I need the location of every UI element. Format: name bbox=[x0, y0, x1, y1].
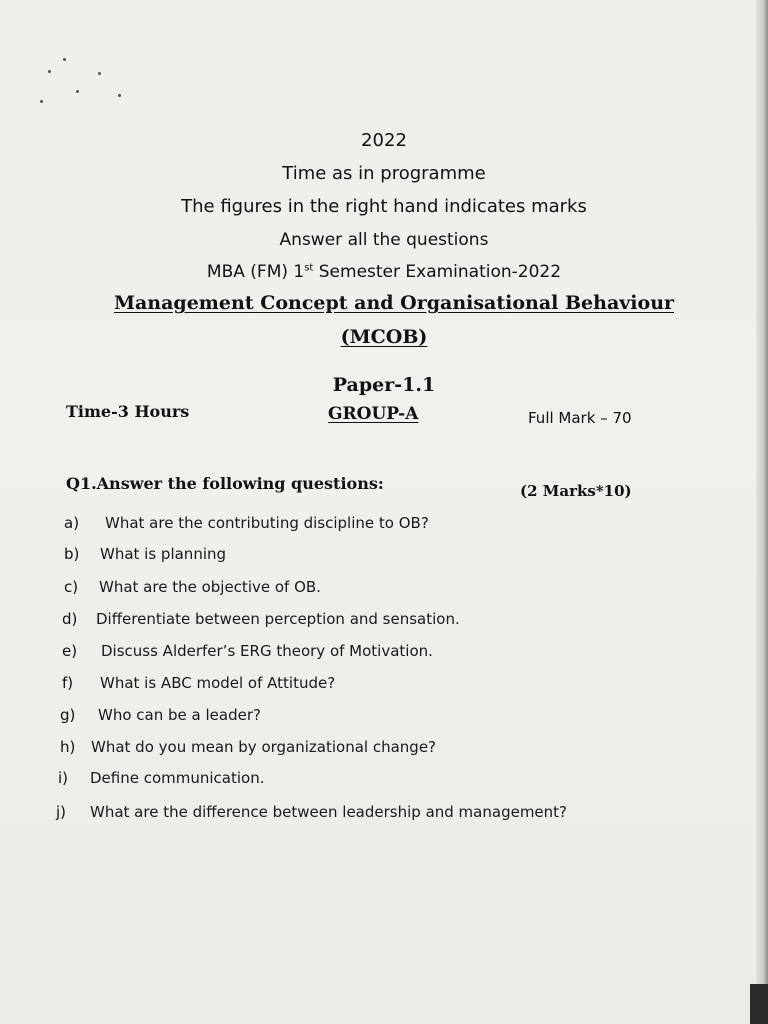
question-label: i) bbox=[58, 769, 69, 787]
question-label: c) bbox=[64, 578, 79, 596]
question-text: Differentiate between perception and sensation. bbox=[96, 610, 460, 628]
paper-speck bbox=[48, 70, 51, 73]
answer-all-note bbox=[0, 230, 768, 250]
exam-year: 2022 bbox=[361, 130, 407, 151]
section-heading: Q1.Answer the following questions: bbox=[66, 474, 384, 493]
paper-number: Paper-1.1 bbox=[332, 374, 436, 396]
exam-duration: Time-3 Hours bbox=[66, 402, 190, 421]
question-label: a) bbox=[64, 514, 80, 532]
question-item bbox=[0, 578, 768, 600]
paper-speck bbox=[63, 58, 66, 61]
page-edge bbox=[756, 0, 768, 1024]
question-text: What are the objective of OB. bbox=[99, 578, 321, 596]
question-item bbox=[0, 514, 768, 536]
exam-prefix: MBA (FM) 1 bbox=[206, 262, 305, 282]
question-text: What is planning bbox=[100, 545, 227, 563]
page-corner-shadow bbox=[750, 984, 768, 1024]
question-label: j) bbox=[56, 803, 67, 821]
exam-name bbox=[0, 262, 768, 282]
question-text: What do you mean by organizational change? bbox=[91, 738, 437, 756]
question-label: f) bbox=[62, 674, 74, 692]
question-text: What are the difference between leadership and management? bbox=[90, 803, 568, 821]
question-text: What are the contributing discipline to OB? bbox=[105, 514, 429, 532]
exam-suffix: Semester Examination-2022 bbox=[313, 262, 562, 282]
question-item bbox=[0, 706, 768, 728]
question-item bbox=[0, 769, 768, 791]
question-label: b) bbox=[64, 545, 80, 563]
paper-speck bbox=[76, 90, 79, 93]
question-text: Discuss Alderfer’s ERG theory of Motivation. bbox=[101, 642, 433, 660]
question-item bbox=[0, 545, 768, 567]
question-label: d) bbox=[62, 610, 78, 628]
answer-all-text: Answer all the questions bbox=[279, 230, 489, 250]
question-item bbox=[0, 803, 768, 825]
time-note: Time as in programme bbox=[282, 163, 486, 184]
group-label: GROUP-A bbox=[328, 404, 419, 424]
question-label: e) bbox=[62, 642, 78, 660]
full-mark: Full Mark – 70 bbox=[528, 409, 632, 427]
question-text: Define communication. bbox=[90, 769, 265, 787]
exam-superscript: st bbox=[304, 262, 314, 274]
course-code: (MCOB) bbox=[340, 326, 428, 348]
course-title: Management Concept and Organisational Behaviour bbox=[113, 292, 675, 314]
question-item bbox=[0, 610, 768, 632]
question-item bbox=[0, 738, 768, 760]
paper-speck bbox=[98, 72, 101, 75]
paper-speck bbox=[118, 94, 121, 97]
paper-speck bbox=[40, 100, 43, 103]
figures-note: The figures in the right hand indicates marks bbox=[181, 196, 587, 217]
question-text: What is ABC model of Attitude? bbox=[100, 674, 336, 692]
question-label: h) bbox=[60, 738, 76, 756]
section-marks: (2 Marks*10) bbox=[520, 482, 632, 500]
question-item bbox=[0, 642, 768, 664]
question-text: Who can be a leader? bbox=[98, 706, 261, 724]
question-label: g) bbox=[60, 706, 76, 724]
question-item bbox=[0, 674, 768, 696]
